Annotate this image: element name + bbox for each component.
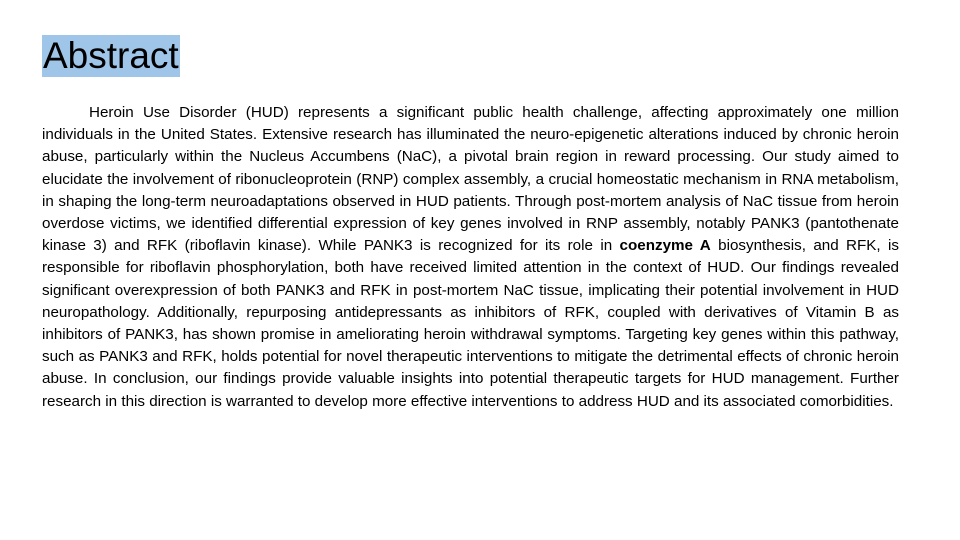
page-title: Abstract: [43, 35, 179, 76]
abstract-text-part2: biosynthesis, and RFK, is responsible for riboflavin phosphorylation, both have received limited attention in the context of HUD. Our findings revealed significant overexpression of both PANK3 and RFK in post-mortem NaC tissue, implicating their potential involvement in HUD neuropathology. Additionally, repurposing antidepressants as inhibitors of RFK, coupled with derivatives of Vitamin B as inhibitors of PANK3, has shown promise in ameliorating heroin withdrawal symptoms. Targeting key genes within this pathway, such as PANK3 and RFK, holds potential for novel therapeutic interventions to mitigate the detrimental effects of chronic heroin abuse. In conclusion, our findings provide valuable insights into potential therapeutic targets for HUD management. Further research in this direction is warranted to develop more effective interventions to address HUD and its associated comorbidities.: [42, 237, 900, 410]
abstract-paragraph: [42, 102, 899, 413]
abstract-text-part1: Heroin Use Disorder (HUD) represents a significant public health challenge, affecting approximately one million individuals in the United States. Extensive research has illuminated the neuro-epigenetic alterations induced by chronic heroin abuse, particularly within the Nucleus Accumbens (NaC), a pivotal brain region in reward processing. Our study aimed to elucidate the involvement of ribonucleoprotein (RNP) complex assembly, a crucial homeostatic mechanism in RNA metabolism, in shaping the long-term neuroadaptations observed in HUD patients. Through post-mortem analysis of NaC tissue from heroin overdose victims, we identified differential expression of key genes involved in RNP assembly, notably PANK3 (pantothenate kinase 3) and RFK (riboflavin kinase). While PANK3 is recognized for its role in: [42, 104, 899, 255]
abstract-bold-term: coenzyme A: [619, 237, 711, 255]
